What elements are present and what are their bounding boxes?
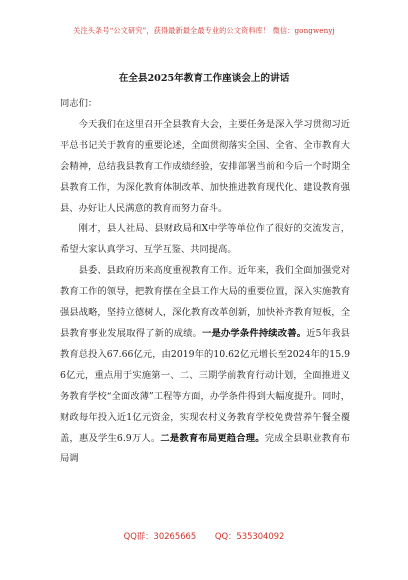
point-two-text: 完成全县职业教育布局调 [60, 432, 350, 465]
point-two-heading: 二是教育布局更趋合理。 [160, 432, 265, 444]
paragraph-3-intro: 县委、县政府历来高度重视教育工作。近年来，我们全面加强党对教育工作的领导，把教育摆在全县工作大局的重要位置，深入实施教育强县战略，坚持立德树人，深化教育改革创新，加快补齐教育短板，全县教育事业发展取得了新的成绩。 [60, 265, 350, 339]
point-one-heading: 一是办学条件持续改善。 [202, 327, 307, 339]
footer-qq-group: QQ群：30265665 [123, 531, 197, 541]
paragraph-1: 今天我们在这里召开全县教育大会，主要任务是深入学习贯彻习近平总书记关于教育的重要论述，全面贯彻落实全国、全省、全市教育大会精神，总结我县教育工作成绩经验，安排部署当前和今后一个时期全县教育工作，为深化教育体制改革、加快推进教育现代化、建设教育强县、办好让人民满意的教育而努力奋斗。 [60, 118, 350, 214]
greeting: 同志们： [60, 98, 98, 109]
header-promo-note: 关注头条号“公文研究”，获得最新最全最专业的公文资料库！ 微信：gongwenyj [73, 26, 335, 35]
footer-contact [0, 530, 408, 542]
document-title: 在全县2025年教育工作座谈会上的讲话 [118, 73, 290, 84]
point-one-text: 近5年我县教育总投入67.66亿元，由2019年的10.62亿元增长至2024年的15.96亿元，重点用于实施第一、二、三期学前教育行动计划，全面推进义务教育学校“全面改薄”工程等方面，办学条件得到大幅度提升。同时，财政每年投入近1亿元资金，实现农村义务教育学校免费营养午餐全覆盖，惠及学生6.9万人。 [60, 327, 350, 444]
document-body [60, 94, 350, 470]
paragraph-3 [60, 261, 350, 470]
footer-qq: QQ：535304092 [214, 531, 285, 541]
paragraph-2: 刚才，县人社局、县财政局和X中学等单位作了很好的交流发言，希望大家认真学习、互学互鉴、共同提高。 [60, 223, 350, 256]
